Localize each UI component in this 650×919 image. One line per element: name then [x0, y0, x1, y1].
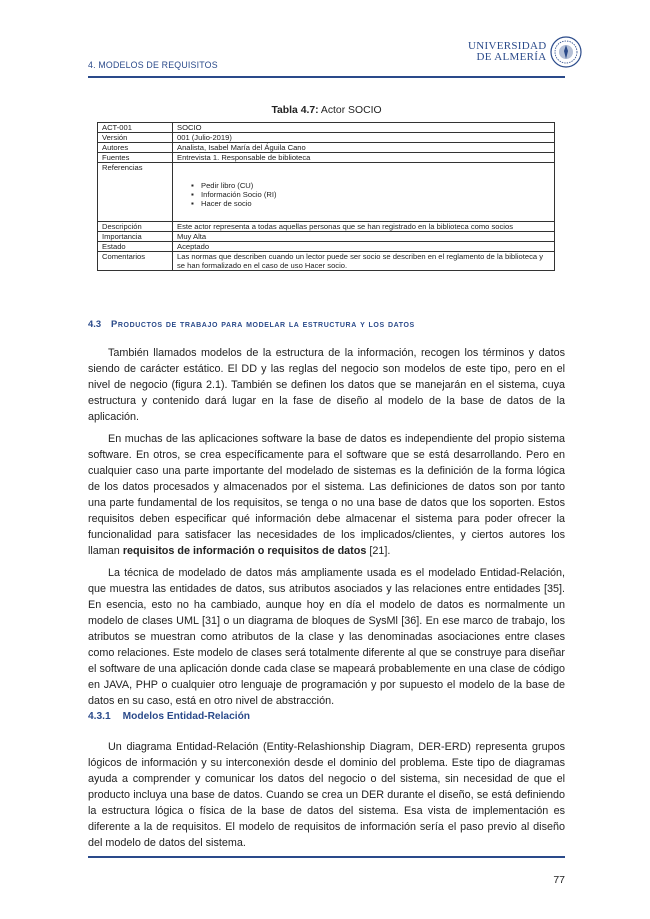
logo-line-2: DE ALMERÍA — [476, 51, 547, 63]
references-list — [177, 181, 550, 208]
paragraph-text: La técnica de modelado de datos más ampliamente usada es el modelado Entidad-Relación, que muestra las entidades de datos, sus atributos asociados y las relaciones entre entidades [35]. En esencia, esto no ha cambiado, aunque hoy en día el modelo de datos es normalmente un modelo de clases UML [31] o un diagrama de bloques de SysMl [36]. En ese marco de trabajo, los atributos se muestran como atributos de la clase y las denominadas asociaciones entre clases como relaciones. Este modelo de clases será totalmente diferente al que se construye para diseñar el software de una aplicación donde cada clase se mapeará probablemente en una clase de código en JAVA, PHP o cualquier otro lenguaje de programación y por supuesto el modelo de la base de datos en su caso, está en otro nivel de abstracción. — [88, 567, 565, 707]
row-value: SOCIO — [173, 123, 555, 133]
row-key: Descripción — [98, 222, 173, 232]
list-item: ▪ Información Socio (RI) — [201, 190, 550, 199]
row-key: Referencias — [98, 163, 173, 222]
paragraph-bold-term: requisitos de información o requisitos de datos — [122, 545, 367, 557]
paragraph-text-part: [21]. — [366, 545, 391, 557]
actor-table — [97, 122, 555, 271]
header-rule — [88, 76, 565, 78]
logo-text — [468, 41, 546, 63]
row-key: Comentarios — [98, 252, 173, 271]
section-title: Productos de trabajo para modelar la estructura y los datos — [111, 318, 415, 329]
paragraph-text — [88, 431, 565, 559]
table-row — [98, 222, 555, 232]
row-value: 001 (Julio-2019) — [173, 133, 555, 143]
row-value: Analista, Isabel María del Águila Cano — [173, 143, 555, 153]
table-row — [98, 123, 555, 133]
table-row — [98, 232, 555, 242]
page-number: 77 — [553, 874, 565, 886]
references-cell — [173, 163, 555, 222]
table-row — [98, 242, 555, 252]
row-key: ACT-001 — [98, 123, 173, 133]
footer-rule — [88, 856, 565, 858]
university-logo — [468, 36, 582, 68]
table-row — [98, 133, 555, 143]
row-key: Importancia — [98, 232, 173, 242]
paragraph-text-part: En muchas de las aplicaciones software la base de datos es independiente del propio sistema software. En otros, se crea específicamente para el software que se está desarrollando. Pero en cualquier caso una parte importante del modelado de sistemas es la definición de la forma lógica de los datos procesados y almacenados por el sistema. Las definiciones de datos son por tanto una parte fundamental de los requisitos, se tenga o no una base de datos que los soporten. Estos requisitos deben especificar qué información debe almacenar el sistema para poder ofrecer la funcionalidad para satisfacer las necesidades de los implicados/clientes, y ciertos autores los llaman — [88, 433, 565, 557]
row-value: Aceptado — [173, 242, 555, 252]
university-seal-icon — [550, 36, 582, 68]
row-value: Este actor representa a todas aquellas personas que se han registrado en la biblioteca como socios — [173, 222, 555, 232]
subsection-title: Modelos Entidad-Relación — [122, 711, 251, 722]
section-heading — [88, 318, 415, 329]
paragraph-3 — [88, 565, 565, 709]
paragraph-1 — [88, 345, 565, 425]
table-caption-label: Tabla 4.7: — [271, 105, 319, 116]
paragraph-text: También llamados modelos de la estructura de la información, recogen los términos y datos siendo de carácter estático. El DD y las reglas del negocio son modelos de este tipo, pero en el nivel de negocio (figura 2.1). También se definen los datos que se manejarán en el sistema, cuya estructura y contenido dará lugar en la fase de diseño al modelo de la base de datos de la aplicación. — [88, 347, 565, 423]
subsection-heading — [88, 711, 250, 722]
section-number: 4.3 — [88, 318, 102, 329]
table-caption-text: Actor SOCIO — [318, 105, 382, 116]
list-item: ▪ Hacer de socio — [201, 199, 550, 208]
table-row — [98, 252, 555, 271]
row-value: Muy Alta — [173, 232, 555, 242]
logo-line-1: UNIVERSIDAD — [468, 40, 547, 52]
row-key: Autores — [98, 143, 173, 153]
table-row — [98, 163, 555, 222]
table-row — [98, 143, 555, 153]
paragraph-text: Un diagrama Entidad-Relación (Entity-Relashionship Diagram, DER-ERD) representa grupos lógicos de información y su interconexión desde el dominio del problema. Este tipo de diagramas ayuda a comprender y comunicar los datos del negocio o del sistema, sin necesidad de que el producto incluya una base de datos. Cuando se crea un DER durante el diseño, se está definiendo la estructura lógica o física de la base de datos del sistema. Esa vista de implementación es diferente a la de requisitos. El modelo de requisitos de información sería el paso previo al diseño del modelo de datos del sistema. — [88, 741, 565, 849]
row-key: Versión — [98, 133, 173, 143]
paragraph-2 — [88, 431, 565, 559]
table-caption — [88, 105, 565, 116]
subsection-number: 4.3.1 — [88, 711, 111, 722]
row-value: Entrevista 1. Responsable de biblioteca — [173, 153, 555, 163]
running-header: 4. MODELOS DE REQUISITOS — [88, 60, 218, 70]
paragraph-4 — [88, 739, 565, 851]
row-key: Estado — [98, 242, 173, 252]
row-value: Las normas que describen cuando un lector puede ser socio se describen en el reglamento de la biblioteca y se han formalizado en el caso de uso Hacer socio. — [173, 252, 555, 271]
row-key: Fuentes — [98, 153, 173, 163]
table-row — [98, 153, 555, 163]
list-item: ▪ Pedir libro (CU) — [201, 181, 550, 190]
